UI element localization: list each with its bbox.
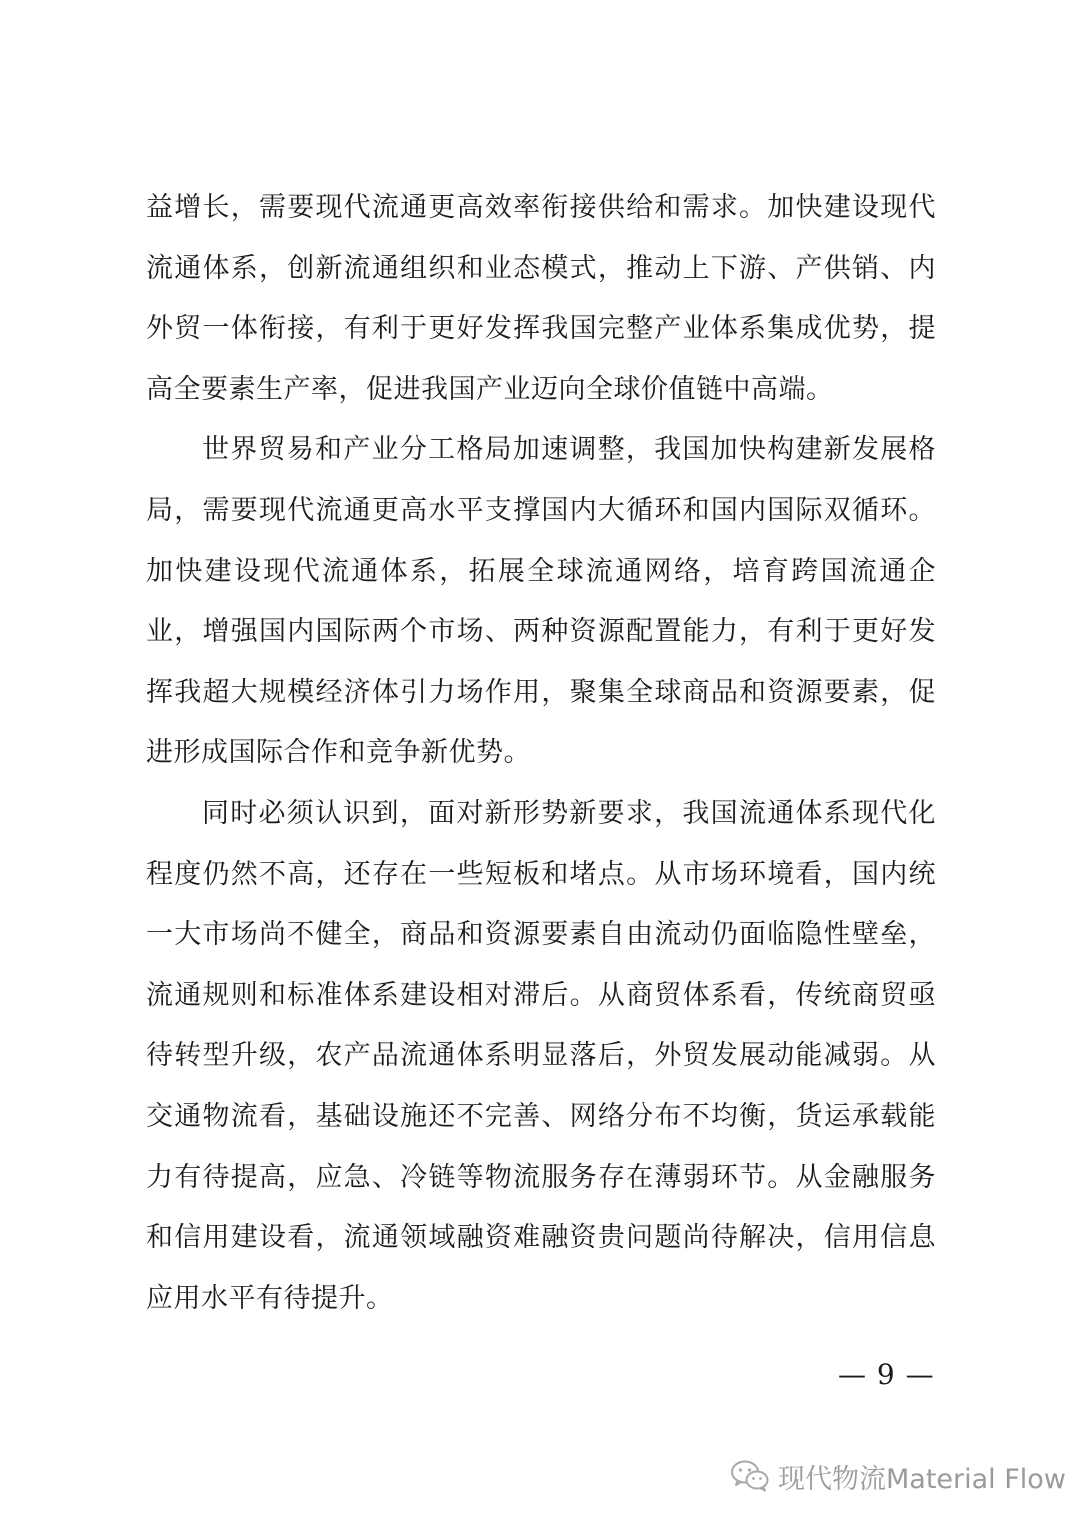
text-line: 同时必须认识到，面对新形势新要求，我国流通体系现代化 <box>202 797 936 829</box>
watermark <box>730 1452 1066 1500</box>
text-line: 程度仍然不高，还存在一些短板和堵点。从市场环境看，国内统 <box>146 858 936 890</box>
text-line: 流通规则和标准体系建设相对滞后。从商贸体系看，传统商贸亟 <box>146 979 936 1011</box>
paragraph-1 <box>146 178 936 420</box>
page-number: — 9 — <box>838 1358 935 1391</box>
text-line: 业，增强国内国际两个市场、两种资源配置能力，有利于更好发 <box>146 616 936 648</box>
text-line: 交通物流看，基础设施还不完善、网络分布不均衡，货运承载能 <box>146 1100 936 1132</box>
text-line: 外贸一体衔接，有利于更好发挥我国完整产业体系集成优势，提 <box>146 313 936 345</box>
text-line: 流通体系，创新流通组织和业态模式，推动上下游、产供销、内 <box>146 252 936 284</box>
paragraph-2 <box>146 420 936 784</box>
text-line: 和信用建设看，流通领域融资难融资贵问题尚待解决，信用信息 <box>146 1222 936 1254</box>
text-line: 应用水平有待提升。 <box>146 1282 394 1314</box>
watermark-text: 现代物流Material Flow <box>778 1463 1066 1495</box>
text-line: 加快建设现代流通体系，拓展全球流通网络，培育跨国流通企 <box>146 555 936 587</box>
wechat-icon <box>730 1459 770 1493</box>
text-line: 力有待提高，应急、冷链等物流服务存在薄弱环节。从金融服务 <box>146 1161 936 1193</box>
paragraph-3 <box>146 784 936 1329</box>
text-line: 一大市场尚不健全，商品和资源要素自由流动仍面临隐性壁垒， <box>146 919 936 951</box>
text-line: 益增长，需要现代流通更高效率衔接供给和需求。加快建设现代 <box>146 192 936 223</box>
text-line: 挥我超大规模经济体引力场作用，聚集全球商品和资源要素，促 <box>146 676 936 708</box>
text-line: 进形成国际合作和竞争新优势。 <box>146 737 531 769</box>
body-text <box>146 178 936 1329</box>
text-line: 待转型升级，农产品流通体系明显落后，外贸发展动能减弱。从 <box>146 1040 936 1072</box>
text-line: 高全要素生产率，促进我国产业迈向全球价值链中高端。 <box>146 373 834 405</box>
text-line: 局，需要现代流通更高水平支撑国内大循环和国内国际双循环。 <box>146 494 936 526</box>
text-line: 世界贸易和产业分工格局加速调整，我国加快构建新发展格 <box>202 434 936 466</box>
